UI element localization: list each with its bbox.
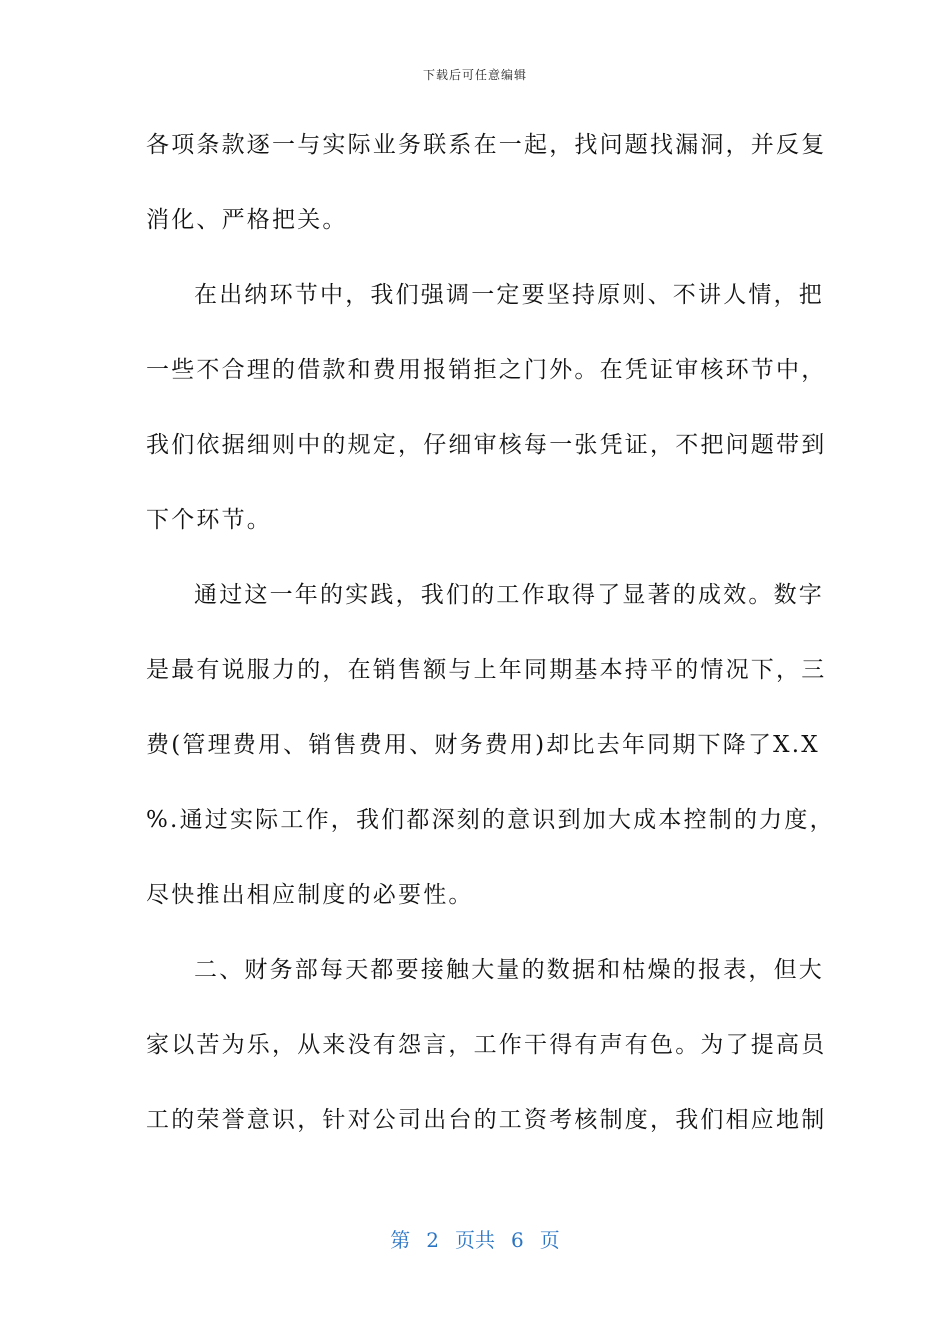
text-line: 下个环节。	[146, 507, 272, 533]
footer-middle: 页共	[455, 1228, 495, 1252]
text-line: 费(管理费用、销售费用、财务费用)却比去年同期下降了X.X	[146, 732, 820, 758]
paragraph-first-line: 通过这一年的实践，我们的工作取得了显著的成效。数字	[194, 582, 824, 608]
text-line: 家以苦为乐，从来没有怨言，工作干得有声有色。为了提高员	[146, 1032, 827, 1058]
text-line: 我们依据细则中的规定，仔细审核每一张凭证，不把问题带到	[146, 432, 827, 458]
page-footer	[0, 1224, 950, 1253]
text-line: 工的荣誉意识，针对公司出台的工资考核制度，我们相应地制	[146, 1107, 827, 1133]
page-header: 下载后可任意编辑	[422, 68, 527, 82]
footer-page-number: 2	[426, 1228, 439, 1252]
text-line: 消化、严格把关。	[146, 207, 348, 233]
paragraph-first-line: 在出纳环节中，我们强调一定要坚持原则、不讲人情，把	[194, 282, 824, 308]
text-line: 尽快推出相应制度的必要性。	[146, 882, 474, 908]
footer-suffix: 页	[539, 1228, 560, 1252]
footer-total-pages: 6	[511, 1228, 524, 1252]
paragraph-first-line: 二、财务部每天都要接触大量的数据和枯燥的报表，但大	[194, 957, 824, 983]
text-line: 是最有说服力的，在销售额与上年同期基本持平的情况下，三	[146, 657, 827, 683]
text-line: 各项条款逐一与实际业务联系在一起，找问题找漏洞，并反复	[146, 132, 827, 158]
text-line: 一些不合理的借款和费用报销拒之门外。在凭证审核环节中，	[146, 357, 827, 383]
text-line: %.通过实际工作，我们都深刻的意识到加大成本控制的力度，	[146, 807, 835, 833]
footer-prefix: 第	[390, 1228, 411, 1252]
